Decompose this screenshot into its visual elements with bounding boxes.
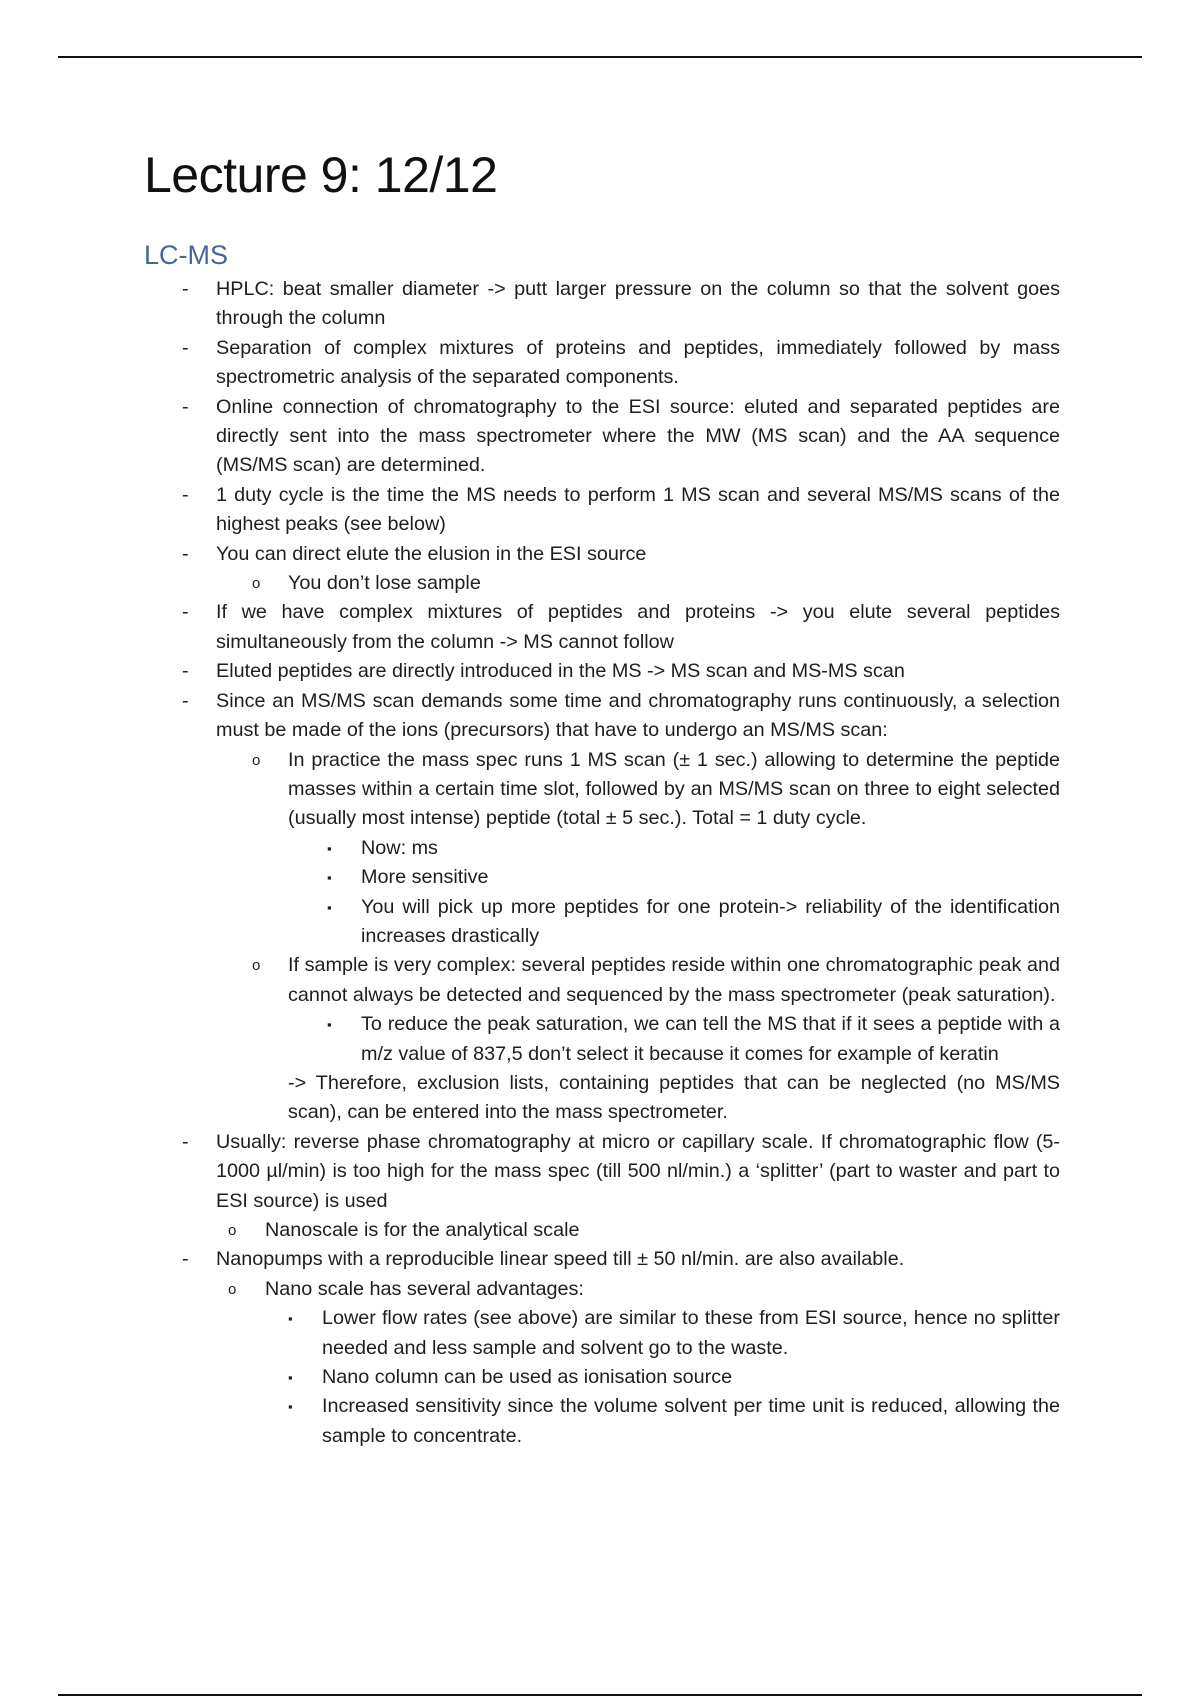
square-bullet-icon: ▪	[288, 1370, 293, 1386]
list-item: - Nanopumps with a reproducible linear speed till ± 50 nl/min. are also available.	[0, 1245, 1200, 1274]
bottom-rule	[58, 1694, 1142, 1696]
square-bullet-icon: ▪	[327, 899, 332, 915]
dash-bullet-icon: -	[182, 601, 189, 624]
dash-bullet-icon: -	[182, 542, 189, 565]
page-title: Lecture 9: 12/12	[144, 147, 498, 203]
dash-bullet-icon: -	[182, 689, 189, 712]
circle-bullet-icon: o	[252, 575, 261, 593]
section-heading: LC-MS	[144, 240, 229, 270]
list-item: - Online connection of chromatography to the ESI source: eluted and separated peptides are directly sent into the mass spectrometer where the MW (MS scan) and the AA sequence (MS/MS scan) are determined.	[0, 393, 1200, 481]
dash-bullet-icon: -	[182, 1248, 189, 1271]
dash-bullet-icon: -	[182, 660, 189, 683]
list-item: - 1 duty cycle is the time the MS needs to perform 1 MS scan and several MS/MS scans of the highest peaks (see below)	[0, 481, 1200, 540]
list-subitem: o In practice the mass spec runs 1 MS scan (± 1 sec.) allowing to determine the peptide masses within a certain time slot, followed by an MS/MS scan on three to eight selected (usually most intense) peptide (total ± 5 sec.). Total = 1 duty cycle.	[0, 746, 1200, 834]
list-subsubitem: ▪ Lower flow rates (see above) are similar to these from ESI source, hence no splitter needed and less sample and solvent go to the waste.	[0, 1304, 1200, 1363]
square-bullet-icon: ▪	[288, 1399, 293, 1415]
list-subitem: o You don’t lose sample	[0, 569, 1200, 598]
list-subsubitem: ▪ Nano column can be used as ionisation source	[0, 1363, 1200, 1392]
list-item: - Usually: reverse phase chromatography at micro or capillary scale. If chromatographic flow (5-1000 µl/min) is too high for the mass spec (till 500 nl/min.) a ‘splitter’ (part to waster and part to ESI source) is used	[0, 1128, 1200, 1216]
list-subsubitem: ▪ Increased sensitivity since the volume solvent per time unit is reduced, allowing the sample to concentrate.	[0, 1392, 1200, 1451]
list-subsubitem: ▪ Now: ms	[0, 834, 1200, 863]
circle-bullet-icon: o	[228, 1222, 237, 1239]
list-subsubitem: ▪ More sensitive	[0, 863, 1200, 892]
continuation-paragraph: -> Therefore, exclusion lists, containing peptides that can be neglected (no MS/MS scan), can be entered into the mass spectrometer.	[288, 1071, 1060, 1124]
list-subitem: o If sample is very complex: several peptides reside within one chromatographic peak and cannot always be detected and sequenced by the mass spectrometer (peak saturation).	[0, 951, 1200, 1010]
circle-bullet-icon: o	[228, 1280, 237, 1298]
list-item: - Separation of complex mixtures of proteins and peptides, immediately followed by mass spectrometric analysis of the separated components.	[0, 334, 1200, 393]
list-subsubitem: ▪ To reduce the peak saturation, we can tell the MS that if it sees a peptide with a m/z value of 837,5 don’t select it because it comes for example of keratin	[0, 1010, 1200, 1069]
dash-bullet-icon: -	[182, 336, 189, 359]
list-item: - Eluted peptides are directly introduced in the MS -> MS scan and MS-MS scan	[0, 657, 1200, 686]
dash-bullet-icon: -	[182, 395, 189, 418]
dash-bullet-icon: -	[182, 278, 189, 300]
list-item: - HPLC: beat smaller diameter -> putt larger pressure on the column so that the solvent goes through the column	[0, 275, 1200, 334]
list-item: - If we have complex mixtures of peptides and proteins -> you elute several peptides simultaneously from the column -> MS cannot follow	[0, 598, 1200, 657]
dash-bullet-icon: -	[182, 1130, 189, 1153]
list-item: - You can direct elute the elusion in the ESI source	[0, 540, 1200, 569]
square-bullet-icon: ▪	[327, 1017, 332, 1033]
list-subsubitem: ▪ You will pick up more peptides for one protein-> reliability of the identification increases drastically	[0, 893, 1200, 952]
circle-bullet-icon: o	[252, 751, 261, 769]
square-bullet-icon: ▪	[288, 1311, 293, 1327]
list-subitem: o Nano scale has several advantages:	[0, 1275, 1200, 1304]
notes-content	[0, 275, 1200, 1451]
dash-bullet-icon: -	[182, 483, 189, 506]
square-bullet-icon: ▪	[327, 840, 332, 856]
top-rule	[58, 56, 1142, 58]
list-item: - Since an MS/MS scan demands some time and chromatography runs continuously, a selection must be made of the ions (precursors) that have to undergo an MS/MS scan:	[0, 687, 1200, 746]
list-subitem: o Nanoscale is for the analytical scale	[0, 1216, 1200, 1245]
square-bullet-icon: ▪	[327, 870, 332, 886]
circle-bullet-icon: o	[252, 957, 261, 975]
